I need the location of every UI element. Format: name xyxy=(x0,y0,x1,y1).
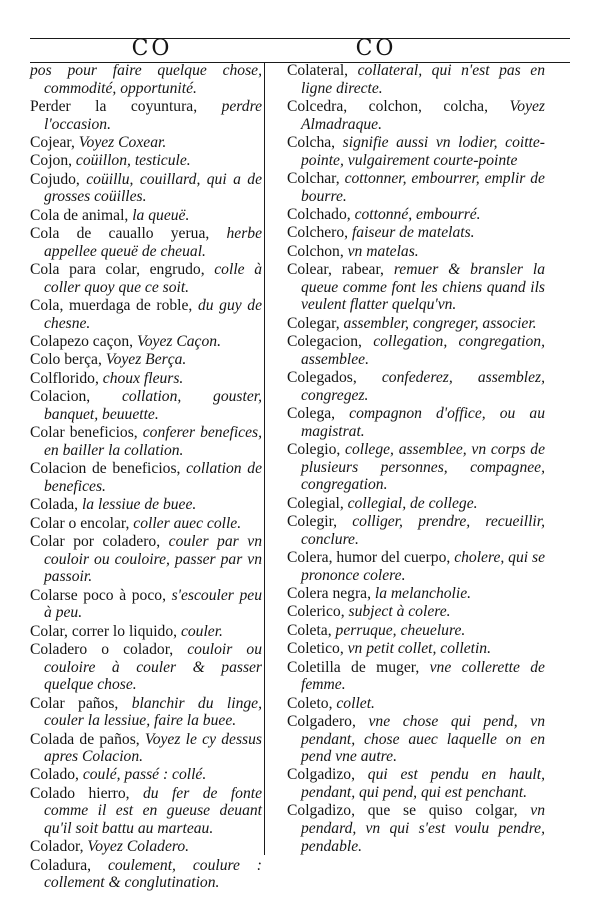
entry-translation: compagnon d'office, ou au magistrat. xyxy=(301,405,546,440)
entry-translation: remuer & bransler la queue comme font les chiens quand ils veulent flatter quelqu'vn. xyxy=(301,261,545,314)
dictionary-entry xyxy=(287,495,545,513)
entry-headword: Colegar, xyxy=(287,314,344,332)
dictionary-entry xyxy=(30,351,262,369)
dictionary-entry xyxy=(287,243,545,261)
entry-headword: Colacion de beneficios, xyxy=(30,460,187,478)
dictionary-entry xyxy=(30,98,262,133)
entry-headword: Colega, xyxy=(287,405,350,423)
entry-translation: pos pour faire quelque chose, commodité, opportunité. xyxy=(30,62,262,97)
entry-headword: Coleto, xyxy=(287,694,337,712)
entry-headword: Colcha, xyxy=(287,133,343,151)
dictionary-entry xyxy=(287,206,545,224)
entry-headword: Colchero, xyxy=(287,224,352,242)
dictionary-entry xyxy=(287,441,545,494)
dictionary-entry xyxy=(30,171,262,206)
dictionary-entry xyxy=(287,585,545,603)
entry-translation: conferer benefices, en bailler la collation. xyxy=(44,424,262,459)
entry-headword: Cola de animal, xyxy=(30,206,133,224)
entry-headword: Colchon, xyxy=(287,242,348,260)
entry-translation: collateral, qui n'est pas en ligne directe. xyxy=(301,62,546,97)
entry-translation: Voyez Berça. xyxy=(105,351,187,369)
entry-headword: Colgadero, xyxy=(287,712,369,730)
entry-translation: colliger, prendre, recueillir, conclure. xyxy=(301,513,545,548)
dictionary-entry xyxy=(30,623,262,641)
entry-translation: coüillon, testicule. xyxy=(75,152,191,170)
entry-headword: Cola de cauallo yerua, xyxy=(30,225,227,243)
entry-headword: Colegial, xyxy=(287,494,348,512)
entry-headword: Colada, xyxy=(30,496,82,514)
entry-headword: Perder la coyuntura, xyxy=(30,97,222,115)
column-divider xyxy=(264,63,265,855)
entry-translation: s'escouler peu à peu. xyxy=(44,586,262,622)
dictionary-entry xyxy=(287,695,545,713)
entry-headword: Cojudo, xyxy=(30,170,87,188)
entry-headword: Colegir, xyxy=(287,513,353,530)
entry-translation: colle à coller quoy que ce soit. xyxy=(44,261,262,296)
entry-translation: Voyez Almadraque. xyxy=(301,97,545,133)
entry-headword: Colacion, xyxy=(30,388,122,406)
entry-translation: vne collerette de femme. xyxy=(301,658,545,694)
entry-headword: Colar beneficios, xyxy=(30,424,143,442)
dictionary-entry xyxy=(287,659,545,694)
entry-headword: Coleta, xyxy=(287,621,336,639)
left-column xyxy=(30,62,262,893)
entry-translation: cottonner, embourrer, emplir de bourre. xyxy=(301,169,545,205)
entry-translation: coulement, coulure : collement & conglutination. xyxy=(44,856,262,892)
entry-translation: couloir ou couloire à couler & passer quelque chose. xyxy=(44,640,262,694)
entry-translation: confederez, assemblez, congregez. xyxy=(301,369,545,404)
entry-translation: couler. xyxy=(180,622,223,640)
dictionary-entry xyxy=(30,134,262,152)
entry-headword: Colera negra, xyxy=(287,584,375,602)
entry-translation: Voyez Caçon. xyxy=(136,333,221,351)
entry-headword: Colapezo caçon, xyxy=(30,333,137,351)
entry-headword: Colar por coladero, xyxy=(30,532,169,550)
entry-translation: perruque, cheuelure. xyxy=(335,621,466,639)
dictionary-entry xyxy=(287,62,545,97)
entry-headword: Colar paños, xyxy=(30,694,132,712)
entry-headword: Colerico, xyxy=(287,603,349,621)
entry-translation: college, assemblee, vn corps de plusieurs personnes, compagnee, congregation. xyxy=(301,441,545,494)
entry-headword: Coladura, xyxy=(30,856,108,874)
entry-headword: Colo berça, xyxy=(30,351,106,369)
entry-translation: vn pendard, vn qui s'est voulu pendre, pendable. xyxy=(301,802,545,855)
entry-translation: la queuë. xyxy=(132,206,190,224)
entry-headword: Cojear, xyxy=(30,133,79,151)
entry-headword: Coladero o colador, xyxy=(30,640,188,658)
dictionary-entry xyxy=(30,261,262,296)
dictionary-entry xyxy=(287,603,545,621)
dictionary-entry xyxy=(30,515,262,533)
dictionary-entry xyxy=(30,62,262,97)
entry-translation: la melancholie. xyxy=(374,584,472,602)
dictionary-entry xyxy=(30,424,262,459)
dictionary-entry xyxy=(30,370,262,388)
dictionary-entry xyxy=(287,405,545,440)
entry-headword: Colar, correr lo liquido, xyxy=(30,622,181,640)
entry-translation: herbe appellee queuë de cheual. xyxy=(44,225,262,260)
entry-translation: blanchir du linge, couler la lessiue, faire la buee. xyxy=(44,694,262,730)
entry-headword: Cojon, xyxy=(30,152,76,170)
entry-translation: cottonné, embourré. xyxy=(354,205,481,223)
dictionary-entry xyxy=(287,622,545,640)
entry-headword: Colar o encolar, xyxy=(30,514,134,532)
entry-translation: cholere, qui se prononce colere. xyxy=(301,548,545,584)
entry-headword: Colegio, xyxy=(287,441,346,459)
entry-headword: Colado, xyxy=(30,766,83,784)
header-rule xyxy=(30,38,570,39)
entry-headword: Colarse poco à poco, xyxy=(30,586,172,604)
dictionary-entry xyxy=(287,549,545,584)
entry-translation: collet. xyxy=(336,694,375,712)
entry-headword: Coletico, xyxy=(287,640,348,658)
entry-translation: couler par vn couloir ou couloire, passer par vn passoir. xyxy=(44,532,262,586)
entry-translation: Voyez Coxear. xyxy=(78,133,167,151)
dictionary-entry xyxy=(30,587,262,622)
entry-translation: assembler, congreger, associer. xyxy=(343,314,537,332)
entry-translation: vne chose qui pend, vn pendant, chose auec laquelle on en pend vne autre. xyxy=(301,712,545,766)
entry-translation: collation de benefices. xyxy=(44,460,262,495)
dictionary-entry xyxy=(287,333,545,368)
entry-headword: Colera, humor del cuerpo, xyxy=(287,548,455,566)
entry-translation: collegation, congregation, assemblee. xyxy=(301,333,545,368)
entry-translation: Voyez le cy dessus apres Colacion. xyxy=(44,730,262,766)
entry-headword: Colado hierro, xyxy=(30,784,143,802)
dictionary-entry xyxy=(30,207,262,225)
entry-headword: Colcedra, colchon, colcha, xyxy=(287,97,510,115)
entry-headword: Colchar, xyxy=(287,169,345,187)
dictionary-entry xyxy=(287,170,545,205)
dictionary-entry xyxy=(30,766,262,784)
dictionary-entry xyxy=(30,533,262,586)
entry-translation: coüillu, couillard, qui a de grosses coüilles. xyxy=(44,170,262,206)
entry-headword: Colgadizo, que se quiso colgar, xyxy=(287,802,531,820)
dictionary-entry xyxy=(30,225,262,260)
dictionary-entry xyxy=(287,134,545,169)
entry-translation: faiseur de matelats. xyxy=(351,224,475,242)
entry-headword: Colegados, xyxy=(287,369,382,387)
entry-translation: la lessiue de buee. xyxy=(81,496,197,514)
entry-translation: choux fleurs. xyxy=(102,369,184,387)
entry-translation: coulé, passé : collé. xyxy=(82,766,207,784)
entry-translation: coller auec colle. xyxy=(133,514,242,532)
dictionary-entry xyxy=(30,838,262,856)
entry-headword: Colflorido, xyxy=(30,369,103,387)
entry-translation: du guy de chesne. xyxy=(44,297,263,332)
entry-headword: Coletilla de muger, xyxy=(287,658,430,676)
entry-headword: Colgadizo, xyxy=(287,766,368,784)
entry-headword: Colegacion, xyxy=(287,333,374,351)
dictionary-entry xyxy=(30,496,262,514)
dictionary-entry xyxy=(287,315,545,333)
entry-translation: vn matelas. xyxy=(347,242,419,260)
entry-headword: Colador, xyxy=(30,838,88,856)
entry-translation: subject à colere. xyxy=(348,603,451,621)
right-column xyxy=(287,62,545,856)
running-head-left: CO xyxy=(131,36,173,61)
dictionary-entry xyxy=(287,513,545,548)
entry-headword: Colateral, xyxy=(287,62,358,79)
entry-translation: Voyez Coladero. xyxy=(87,838,190,856)
dictionary-entry xyxy=(30,695,262,730)
dictionary-entry xyxy=(287,640,545,658)
entry-translation: du fer de fonte comme il est en gueuse deuant qu'il soit battu au marteau. xyxy=(44,784,262,838)
dictionary-entry xyxy=(30,333,262,351)
dictionary-entry xyxy=(287,713,545,766)
dictionary-entry xyxy=(30,641,262,694)
dictionary-entry xyxy=(30,857,262,892)
dictionary-entry xyxy=(30,785,262,838)
entry-translation: perdre l'occasion. xyxy=(44,97,262,133)
entry-translation: collegial, de college. xyxy=(347,494,478,512)
running-head-right: CO xyxy=(355,36,397,61)
entry-headword: Colear, rabear, xyxy=(287,261,394,279)
dictionary-entry xyxy=(287,224,545,242)
entry-translation: collation, gouster, banquet, beuuette. xyxy=(44,388,262,423)
entry-translation: qui est pendu en hault, pendant, qui pend, qui est penchant. xyxy=(301,766,545,802)
dictionary-entry xyxy=(287,261,545,314)
dictionary-entry xyxy=(287,369,545,404)
dictionary-entry xyxy=(287,766,545,801)
dictionary-entry xyxy=(30,460,262,495)
dictionary-entry xyxy=(30,297,262,332)
dictionary-entry xyxy=(287,802,545,855)
entry-translation: vn petit collet, colletin. xyxy=(347,640,491,658)
entry-headword: Cola, muerdaga de roble, xyxy=(30,297,198,315)
dictionary-entry xyxy=(287,98,545,133)
entry-translation: signifie aussi vn lodier, coitte-pointe, vulgairement courte-pointe xyxy=(301,133,545,169)
dictionary-entry xyxy=(30,152,262,170)
entry-headword: Colchado, xyxy=(287,205,355,223)
dictionary-entry xyxy=(30,388,262,423)
entry-headword: Colada de paños, xyxy=(30,730,145,748)
entry-headword: Cola para colar, engrudo, xyxy=(30,261,215,279)
dictionary-entry xyxy=(30,731,262,766)
